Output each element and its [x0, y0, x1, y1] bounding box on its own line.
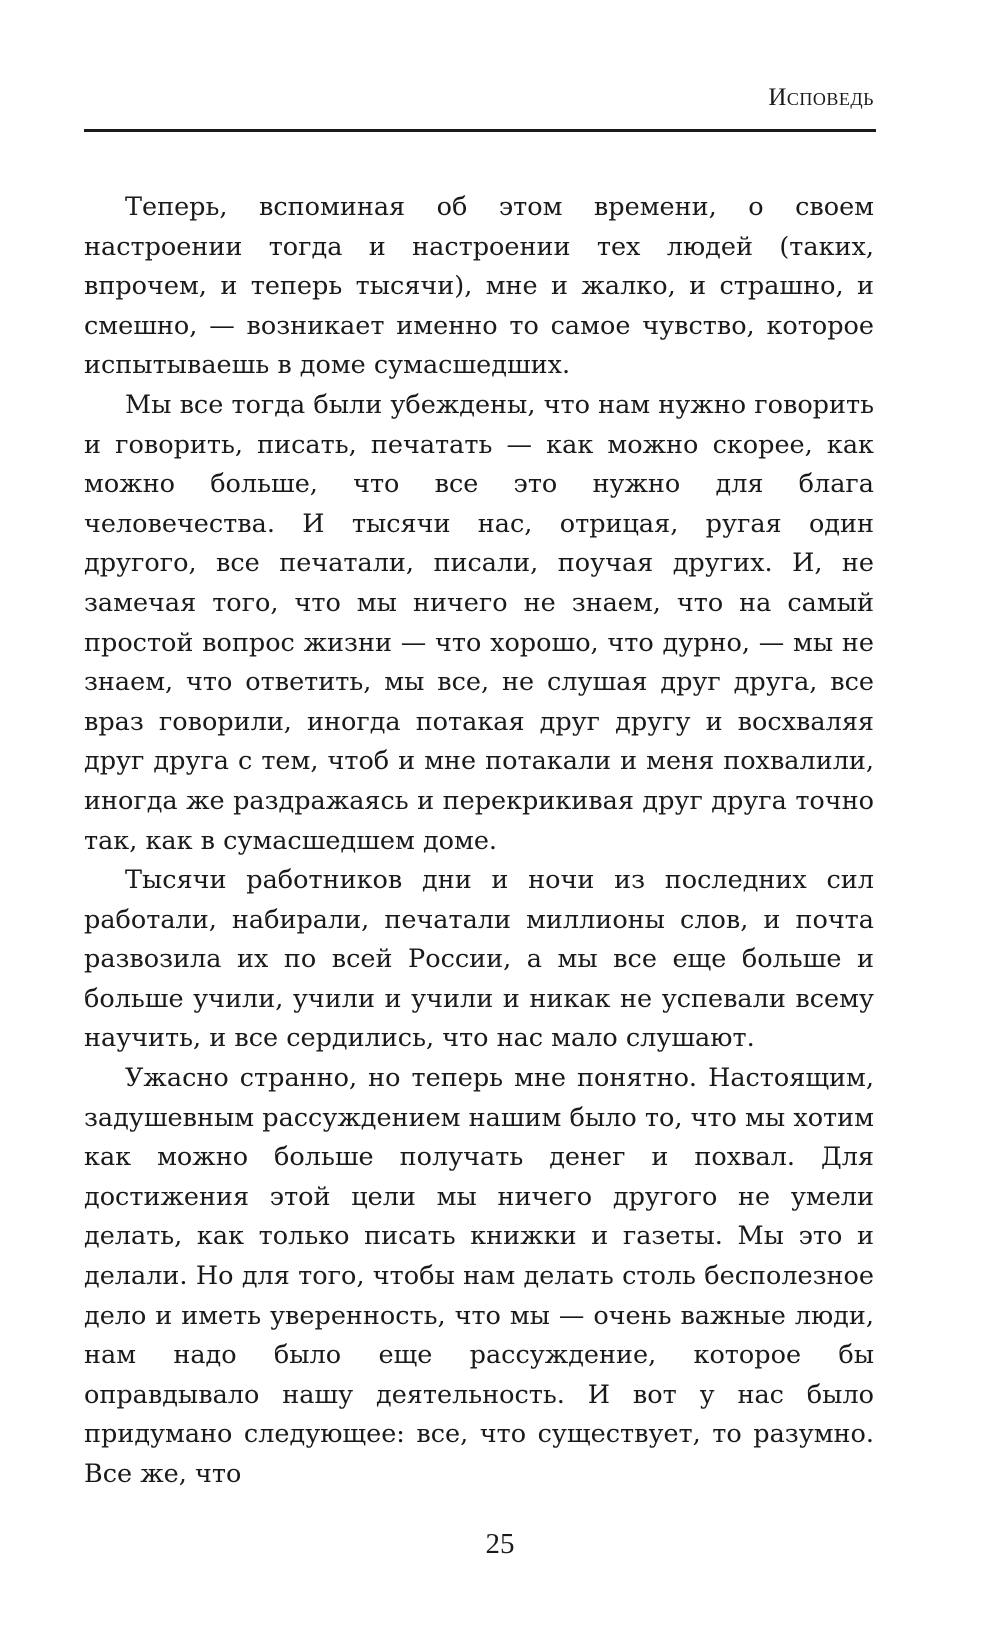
paragraph: Мы все тогда были убеждены, что нам нужно говорить и говорить, писать, печатать — как можно скорее, как можно больше, что все это нужно для блага человечества. И тысячи нас, отрицая, ругая один другого, все печатали, писали, поучая других. И, не замечая того, что мы ничего не знаем, что на самый простой вопрос жизни — что хорошо, что дурно, — мы не знаем, что ответить, мы все, не слушая друг друга, все враз говорили, иногда потакая друг другу и восхваляя друг друга с тем, чтоб и мне потакали и меня похвалили, иногда же раздражаясь и перекрикивая друг друга точно так, как в сумасшедшем доме. — [84, 389, 874, 856]
running-title: Исповедь — [768, 84, 874, 111]
body-text — [84, 188, 874, 1495]
page-number: 25 — [485, 1528, 515, 1560]
header-rule — [84, 129, 876, 132]
paragraph: Ужасно странно, но теперь мне понятно. Настоящим, задушевным рассуждением нашим было то, что мы хотим как можно больше получать денег и похвал. Для достижения этой цели мы ничего другого не умели делать, как только писать книжки и газеты. Мы это и делали. Но для того, чтобы нам делать столь бесполезное дело и иметь уверенность, что мы — очень важные люди, нам надо было еще рассуждение, которое бы оправдывало нашу деятельность. И вот у нас было придумано следующее: все, что существует, то разумно. Все же, что — [84, 1063, 874, 1489]
paragraph: Теперь, вспоминая об этом времени, о своем настроении тогда и настроении тех людей (таких, впрочем, и теперь тысячи), мне и жалко, и страшно, и смешно, — возникает именно то самое чувство, которое испытываешь в доме сумасшедших. — [84, 192, 874, 381]
paragraph: Тысячи работников дни и ночи из последних сил работали, набирали, печатали миллионы слов, и почта развозила их по всей России, а мы все еще больше и больше учили, учили и учили и никак не успевали всему научить, и все сердились, что нас мало слушают. — [84, 865, 874, 1054]
